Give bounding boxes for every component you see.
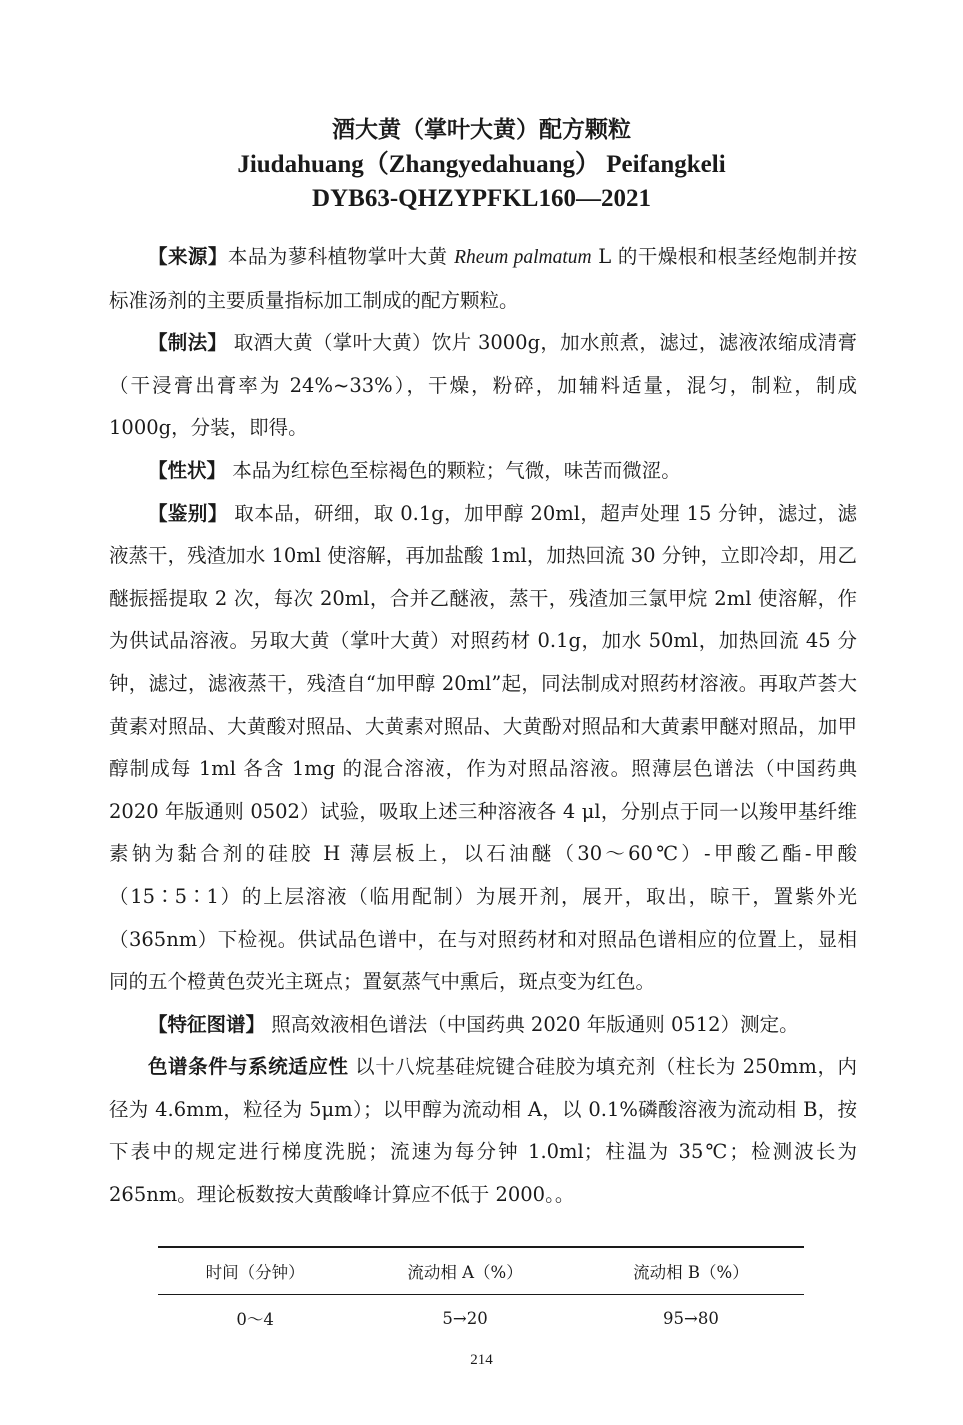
gradient-table bbox=[158, 1246, 804, 1341]
method-text: 取酒大黄（掌叶大黄）饮片 3000g，加水煎煮，滤过，滤液浓缩成清膏（干浸膏出膏率为 24%~33%），干燥，粉碎，加辅料适量，混匀，制粒，制成 1000g，分装，即得。 bbox=[109, 331, 857, 440]
title-block bbox=[0, 112, 963, 216]
cell-time: 0～4 bbox=[236, 1310, 274, 1329]
section-identification bbox=[109, 493, 857, 1004]
section-head-identification: 【鉴别】 bbox=[148, 501, 228, 525]
section-conditions bbox=[109, 1046, 857, 1216]
page-number: 214 bbox=[470, 1352, 493, 1368]
section-head-fingerprint: 【特征图谱】 bbox=[148, 1012, 266, 1036]
header-phase-a: 流动相 A（%） bbox=[407, 1263, 523, 1282]
section-head-character: 【性状】 bbox=[148, 458, 227, 482]
table-header-row bbox=[158, 1247, 804, 1295]
section-head-source: 【来源】 bbox=[148, 245, 228, 268]
conditions-text: 以十八烷基硅烷键合硅胶为填充剂（柱长为 250mm，内径为 4.6mm，粒径为 5μm）；以甲醇为流动相 A，以 0.1%磷酸溶液为流动相 B，按下表中的规定进行梯度洗脱；流速为每分钟 1.0ml；柱温为 35℃；检测波长为 265nm。理论板数按大黄酸峰计算应不低于 2000。。 bbox=[109, 1055, 857, 1207]
section-head-method: 【制法】 bbox=[148, 331, 228, 355]
identification-text: 取本品，研细，取 0.1g，加甲醇 20ml，超声处理 15 分钟，滤过，滤液蒸干，残渣加水 10ml 使溶解，再加盐酸 1ml，加热回流 30 分钟，立即冷却，用乙醚振摇提取 2 次，每次 20ml，合并乙醚液，蒸干，残渣加三氯甲烷 2ml 使溶解，作为供试品溶液。另取大黄（掌叶大黄）对照药材 0.1g，加水 50ml，加热回流 45 分钟，滤过，滤液蒸干，残渣自“加甲醇 20ml”起，同法制成对照药材溶液。再取芦荟大黄素对照品、大黄酸对照品、大黄素对照品、大黄酚对照品和大黄素甲醚对照品，加甲醇制成每 1ml 各含 1mg 的混合溶液，作为对照品溶液。照薄层色谱法（中国药典 2020 年版通则 0502）试验，吸取上述三种溶液各 4 μl，分别点于同一以羧甲基纤维素钠为黏合剂的硅胶 H 薄层板上，以石油醚（30～60℃）-甲酸乙酯-甲酸（15∶5∶1）的上层溶液（临用配制）为展开剂，展开，取出，晾干，置紫外光（365nm）下检视。供试品色谱中，在与对照药材和对照品色谱相应的位置上，显相同的五个橙黄色荧光主斑点；置氨蒸气中熏后，斑点变为红色。 bbox=[109, 501, 857, 994]
section-method bbox=[109, 322, 857, 450]
character-text: 本品为红棕色至棕褐色的颗粒；气微，味苦而微涩。 bbox=[232, 458, 681, 482]
latin-name: Rheum palmatum bbox=[454, 247, 592, 268]
header-phase-b: 流动相 B（%） bbox=[633, 1263, 749, 1282]
body-text bbox=[109, 236, 857, 1217]
section-fingerprint bbox=[109, 1004, 857, 1047]
source-text-b: L 的干燥根和根茎经炮制并按标准汤剂的主要质量指标加工制成的配方颗粒。 bbox=[109, 245, 857, 312]
gradient-table-wrap bbox=[158, 1246, 804, 1341]
section-source bbox=[109, 236, 857, 322]
title-chinese: 酒大黄（掌叶大黄）配方颗粒 bbox=[332, 117, 631, 143]
title-pinyin: Jiudahuang（Zhangyedahuang） Peifangkeli bbox=[237, 151, 726, 178]
header-time: 时间（分钟） bbox=[205, 1263, 305, 1282]
fingerprint-text: 照高效液相色谱法（中国药典 2020 年版通则 0512）测定。 bbox=[271, 1012, 799, 1036]
cell-phase-a: 5→20 bbox=[442, 1308, 488, 1328]
source-text-a: 本品为蓼科植物掌叶大黄 bbox=[227, 245, 455, 268]
table-row bbox=[158, 1295, 804, 1342]
standard-code: DYB63-QHZYPFKL160—2021 bbox=[312, 185, 651, 212]
section-character bbox=[109, 450, 857, 493]
cell-phase-b: 95→80 bbox=[663, 1308, 719, 1328]
conditions-term: 色谱条件与系统适应性 bbox=[148, 1055, 349, 1079]
